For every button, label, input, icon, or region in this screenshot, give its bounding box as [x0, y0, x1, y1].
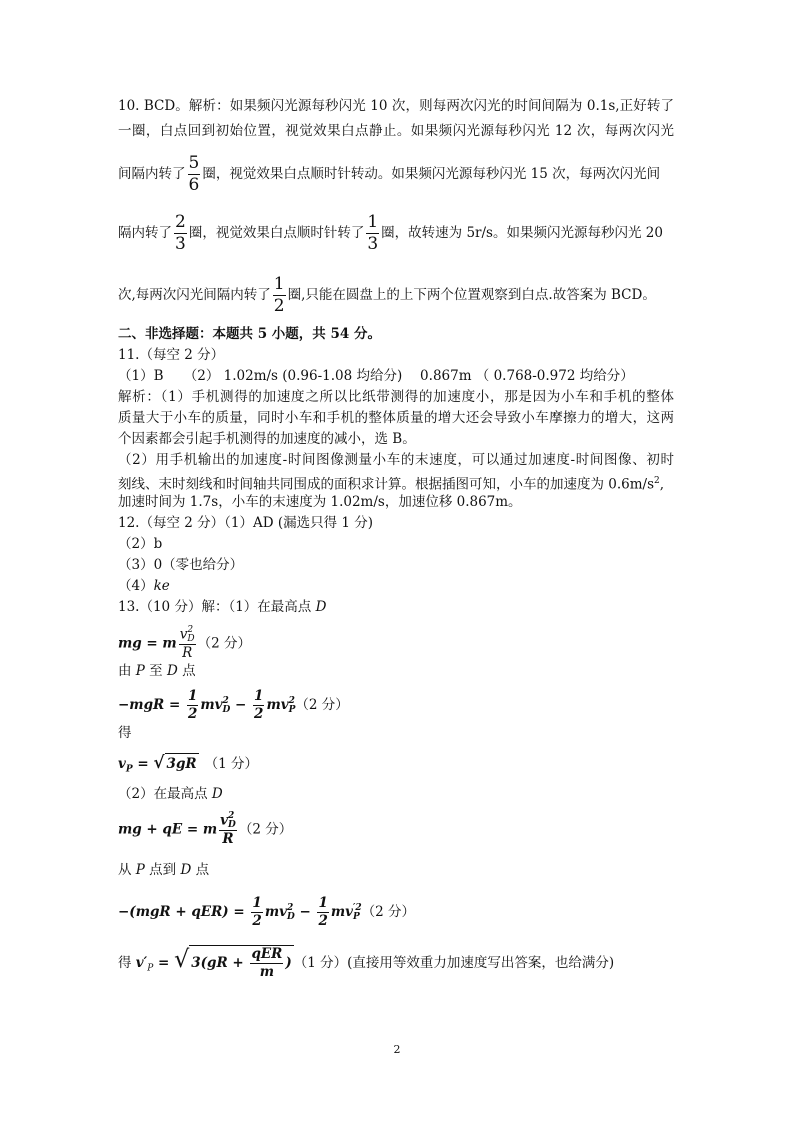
q10-line-3: 间隔内转了 $\frac{5}{6}$ 圈，视觉效果白点顺时针转动。如果频闪光源每秒闪光 15 次，每两次闪光间	[118, 153, 661, 195]
fraction-five-sixths: $\frac{5}{6}$	[188, 153, 200, 195]
q12-line-1: 12.（每空 2 分）（1）AD (漏选只得 1 分)	[118, 515, 374, 531]
section-heading: 二、非选择题：本题共 5 小题，共 54 分。	[118, 326, 381, 342]
equation-2: −mgR = $\frac{1}{2}$ mv 2 D − $\frac{1}{2}$ mv 2 P （2 分）	[118, 688, 349, 722]
equation-3: $v_P$ = √ 3gR （1 分）	[118, 753, 258, 775]
equation-6: 得 $v'_P$ = √ 3(gR + $\frac{\text{qER}}{m}$ ) （1 分）(直接用等效重力加速度写出答案，也给满分)	[118, 945, 615, 980]
q11-analysis-1: 解析：（1）手机测得的加速度之所以比纸带测得的加速度小，那是因为小车和手机的整体	[118, 389, 674, 405]
fraction-one-third: $\frac{1}{3}$	[367, 212, 379, 254]
q10-line-5: 次,每两次闪光间隔内转了 $\frac{1}{2}$ 圈,只能在圆盘上的上下两个位置观察到白点.故答案为 BCD。	[118, 274, 656, 316]
q11-answers: （1）B （2） 1.02m/s (0.96-1.08 均给分) 0.867m （ 0.768-0.972 均给分）	[118, 368, 634, 384]
q13-part-2: （2）在最高点 D	[118, 786, 223, 802]
q11-analysis-2: 质量大于小车的质量，同时小车和手机的整体质量的增大还会导致小车摩擦力的增大，这两	[118, 410, 674, 426]
q12-line-2: （2）b	[118, 536, 163, 552]
q12-line-3: （3）0（零也给分）	[118, 557, 244, 573]
q12-line-4: （4）ke	[118, 578, 170, 594]
q11-analysis-4: （2）用手机输出的加速度-时间图像测量小车的末速度，可以通过加速度-时间图像、初时	[118, 452, 674, 468]
page-number: 2	[393, 1043, 401, 1056]
q13-get-1: 得	[118, 725, 132, 741]
equation-4: mg + qE = m v 2 D R （2 分）	[118, 811, 293, 847]
q11-analysis-6: 加速时间为 1.7s，小车的末速度为 1.02m/s，加速位移 0.867m。	[118, 494, 522, 510]
equation-1: mg = m v 2 D R （2 分）	[118, 625, 251, 661]
q13-header: 13.（10 分）解：（1）在最高点 D	[118, 599, 327, 615]
q13-from-p-to-d-2: 从 P 点到 D 点	[118, 862, 210, 878]
equation-5: −(mgR + qER) = $\frac{1}{2}$ mv 2 D − $\frac{1}{2}$ mv ′2 P （2 分）	[118, 895, 416, 929]
sqrt-icon: √	[173, 945, 190, 973]
q13-from-p-to-d: 由 P 至 D 点	[118, 663, 196, 679]
q10-line-4: 隔内转了 $\frac{2}{3}$ 圈，视觉效果白点顺时针转了 $\frac{1}{3}$ 圈，故转速为 5r/s。如果频闪光源每秒闪光 20	[118, 212, 663, 254]
sqrt-icon: √	[153, 753, 165, 773]
fraction-one-half: $\frac{1}{2}$	[273, 274, 285, 316]
q11-analysis-3: 个因素都会引起手机测得的加速度的减小，选 B。	[118, 431, 416, 447]
fraction-two-thirds: $\frac{2}{3}$	[175, 212, 186, 254]
q10-line-2: 一圈，白点回到初始位置，视觉效果白点静止。如果频闪光源每秒闪光 12 次，每两次闪光	[118, 123, 674, 139]
q10-line-1: 10. BCD。解析：如果频闪光源每秒闪光 10 次，则每两次闪光的时间间隔为 0.1s,正好转了	[118, 98, 674, 114]
q11-analysis-5: 刻线、末时刻线和时间轴共同围成的面积求计算。根据插图可知，小车的加速度为 $0.6m/s^2$,	[118, 476, 665, 493]
q11-header: 11.（每空 2 分）	[118, 347, 225, 363]
